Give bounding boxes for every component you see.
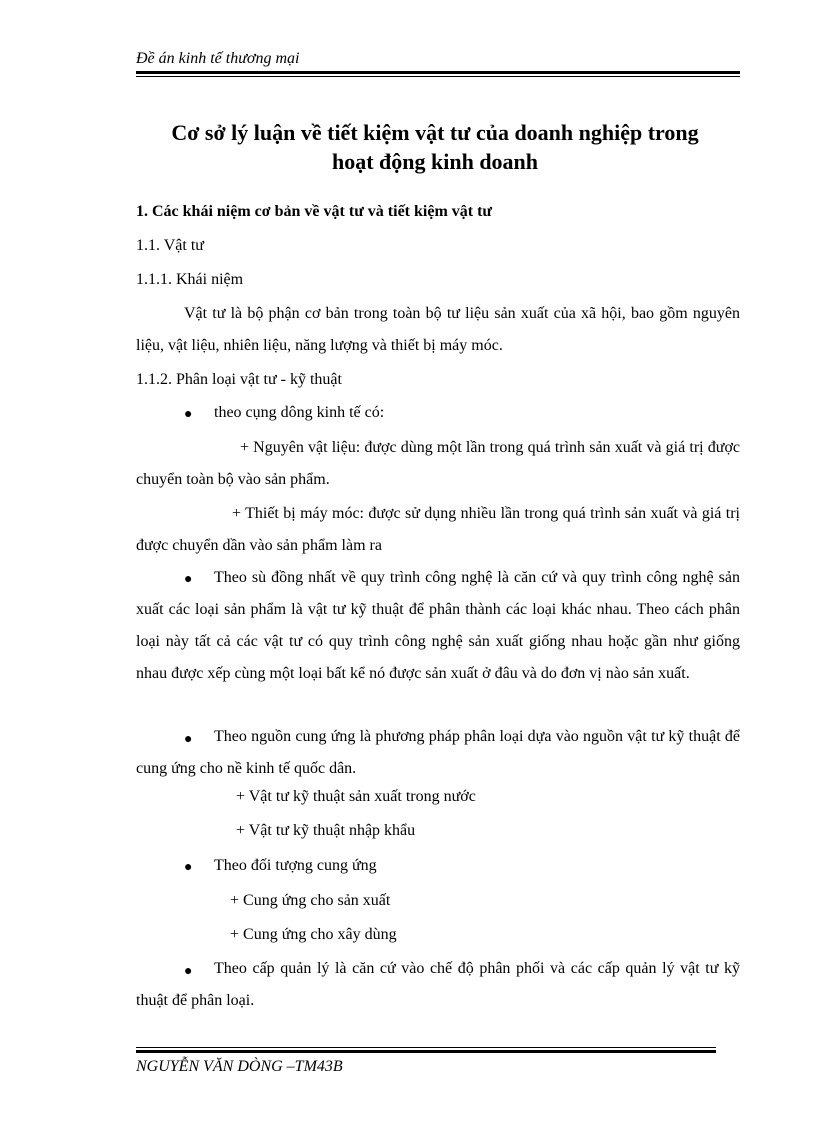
section-heading-1-1-1: 1.1.1. Khái niệm bbox=[136, 271, 244, 288]
bullet-1-sub-2: + Thiết bị máy móc: được sử dụng nhiều lần trong quá trình sản xuất và giá trị được chuyển dần vào sản phẩm làm ra bbox=[136, 505, 740, 554]
bullet-text-4: Theo đối tượng cung ứng bbox=[214, 857, 377, 874]
bullet-4-sub-1: + Cung ứng cho sản xuất bbox=[230, 892, 391, 909]
header-title: Đề án kinh tế thương mại bbox=[136, 50, 300, 67]
header-rule-thin bbox=[136, 76, 740, 77]
bullet-text-2: Theo sù đồng nhất về quy trình công nghệ là căn cứ và quy trình công nghệ sản xuất các loại sản phẩm là vật tư kỹ thuật để phân thành các loại khác nhau. Theo cách phân loại này tất cả các vật tư có quy trình công nghệ sản xuất giống nhau hoặc gần như giống nhau được xếp cùng một loại bất kể nó được sản xuất ở đâu và do đơn vị nào sản xuất. bbox=[136, 569, 740, 682]
bullet-text-5: Theo cấp quản lý là căn cứ vào chế độ phân phối và các cấp quản lý vật tư kỹ thuật để phân loại. bbox=[136, 960, 740, 1009]
bullet-text-1: theo cụng dông kinh tế có: bbox=[214, 404, 385, 421]
bullet-3-sub-2: + Vật tư kỹ thuật nhập khẩu bbox=[236, 822, 416, 839]
bullet-1-sub-1: + Nguyên vật liệu: được dùng một lần trong quá trình sản xuất và giá trị được chuyển toàn bộ vào sản phẩm. bbox=[136, 439, 740, 488]
bullet-4-sub-2: + Cung ứng cho xây dùng bbox=[230, 926, 397, 943]
title-line-1: Cơ sở lý luận về tiết kiệm vật tư của doanh nghiệp trong bbox=[171, 120, 699, 145]
bullet-icon: ● bbox=[184, 407, 193, 422]
section-heading-1-1: 1.1. Vật tư bbox=[136, 237, 204, 254]
document-title bbox=[120, 118, 750, 176]
title-line-2: hoạt động kinh doanh bbox=[331, 149, 539, 174]
footer-rule-thick bbox=[136, 1050, 716, 1053]
bullet-text-3: Theo nguồn cung ứng là phương pháp phân loại dựa vào nguồn vật tư kỹ thuật để cung ứng cho nề kinh tế quốc dân. bbox=[136, 728, 740, 777]
bullet-3-sub-1: + Vật tư kỹ thuật sản xuất trong nước bbox=[236, 788, 476, 805]
bullet-icon: ● bbox=[184, 964, 193, 979]
header-rule-thick bbox=[136, 71, 740, 74]
footer-author: NGUYỄN VĂN DÒNG –TM43B bbox=[136, 1058, 343, 1075]
section-heading-1-1-2: 1.1.2. Phân loại vật tư - kỹ thuật bbox=[136, 371, 342, 388]
bullet-icon: ● bbox=[184, 572, 193, 587]
footer-rule-thin bbox=[136, 1047, 716, 1048]
bullet-icon: ● bbox=[184, 860, 193, 875]
paragraph-definition: Vật tư là bộ phận cơ bản trong toàn bộ tư liệu sản xuất của xã hội, bao gồm nguyên liệu, vật liệu, nhiên liệu, năng lượng và thiết bị máy móc. bbox=[136, 305, 740, 354]
section-heading-1: 1. Các khái niệm cơ bản về vật tư và tiết kiệm vật tư bbox=[136, 203, 493, 220]
bullet-icon: ● bbox=[184, 732, 193, 747]
